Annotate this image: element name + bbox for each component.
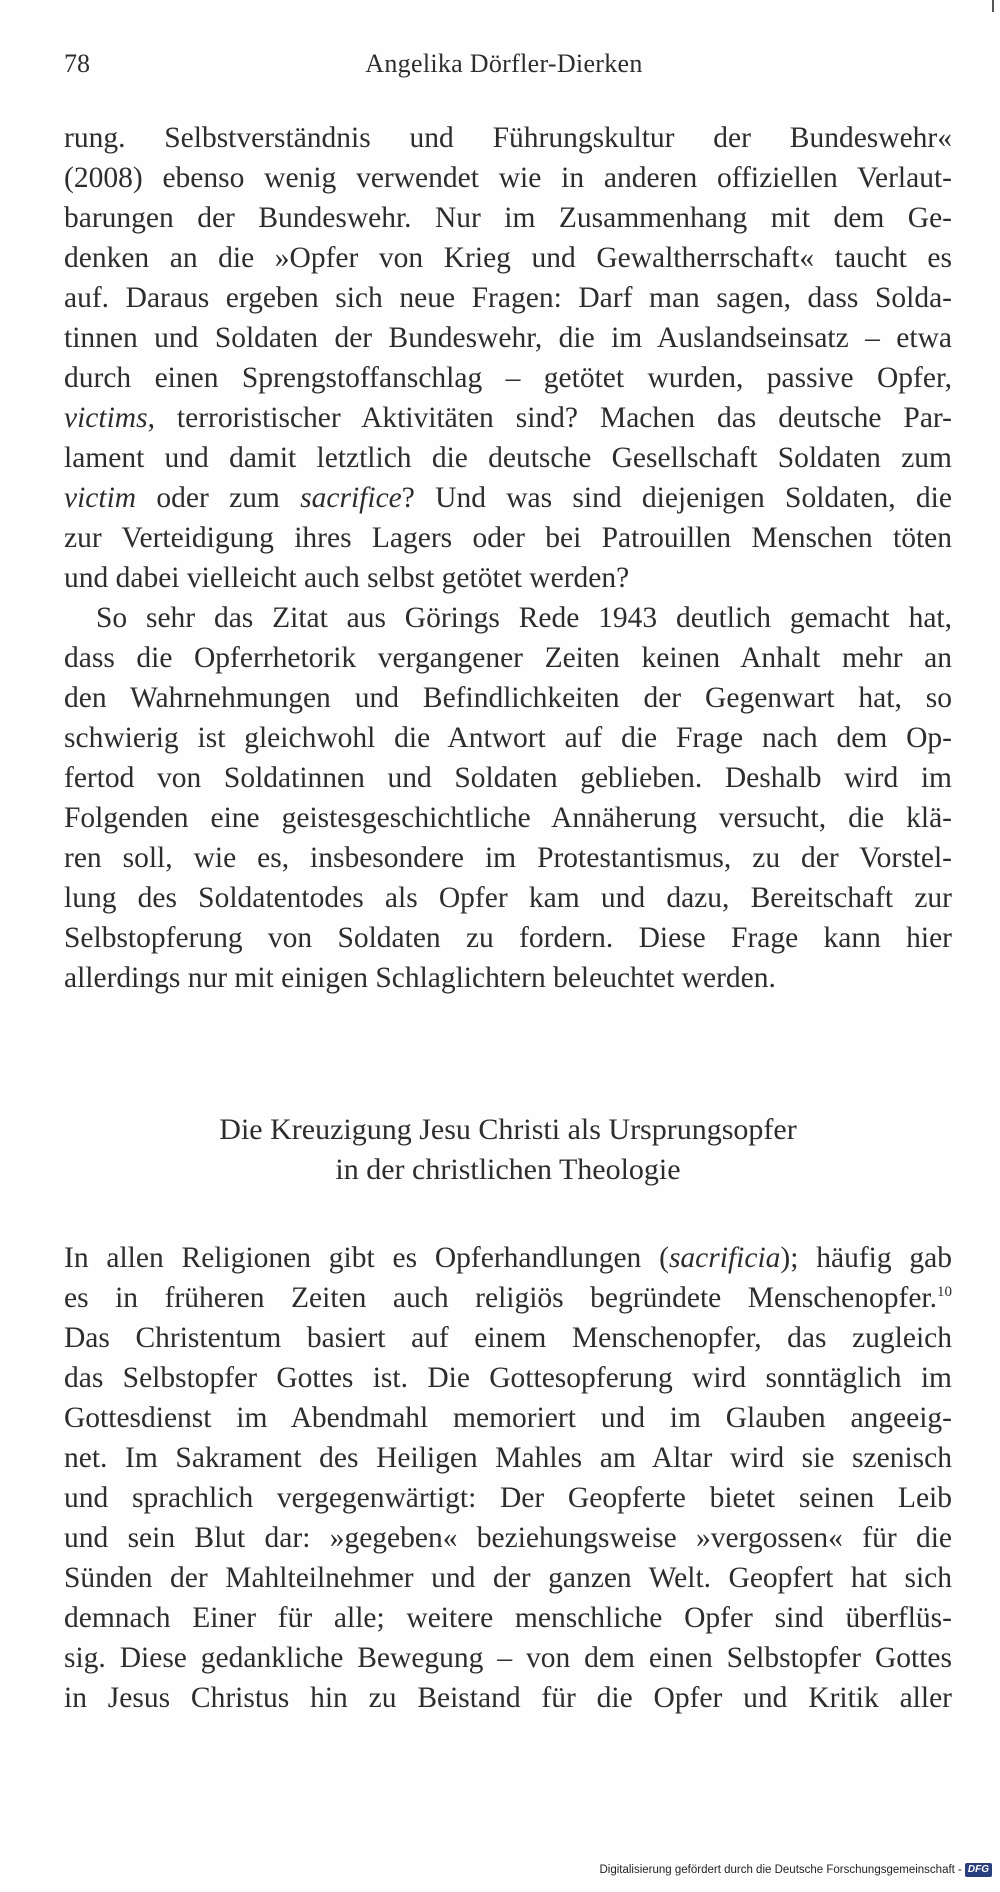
text-line: in Jesus Christus hin zu Beistand für die Opfer und Kritik aller bbox=[64, 1682, 952, 1714]
text-line: Selbstopferung von Soldaten zu fordern. Diese Frage kann hier bbox=[64, 922, 952, 954]
text-line: schwierig ist gleichwohl die Antwort auf die Frage nach dem Op- bbox=[64, 722, 952, 754]
text-line: (2008) ebenso wenig verwendet wie in anderen offiziellen Verlaut- bbox=[64, 162, 952, 194]
dfg-logo-icon: DFG bbox=[965, 1863, 992, 1877]
text-line: und sprachlich vergegenwärtigt: Der Geopferte bietet seinen Leib bbox=[64, 1482, 952, 1514]
text-line bbox=[64, 398, 952, 438]
text-line bbox=[64, 1278, 952, 1318]
paragraph-3 bbox=[64, 1238, 952, 1718]
page-number: 78 bbox=[64, 49, 90, 78]
text-run: es in früheren Zeiten auch religiös begründete Menschenopfer. bbox=[64, 1282, 937, 1314]
text-run: , terroristischer Aktivitäten sind? Machen das deutsche Par- bbox=[147, 402, 952, 434]
section-heading bbox=[64, 1110, 952, 1190]
text-line: das Selbstopfer Gottes ist. Die Gottesopferung wird sonntäglich im bbox=[64, 1362, 952, 1394]
text-line: zur Verteidigung ihres Lagers oder bei Patrouillen Menschen töten bbox=[64, 522, 952, 554]
text-line: rung. Selbstverständnis und Führungskultur der Bundeswehr« bbox=[64, 122, 952, 154]
italic-term-victim: victim bbox=[64, 482, 137, 514]
text-line: lung des Soldatentodes als Opfer kam und dazu, Bereitschaft zur bbox=[64, 882, 952, 914]
running-head-author: Angelika Dörfler-Dierken bbox=[365, 49, 643, 78]
digitization-credit bbox=[599, 1862, 992, 1878]
italic-term-sacrifice: sacrifice bbox=[300, 482, 402, 514]
text-line: Folgenden eine geistesgeschichtliche Annäherung versucht, die klä- bbox=[64, 802, 952, 834]
credit-text: Digitalisierung gefördert durch die Deutsche Forschungsgemeinschaft - bbox=[599, 1864, 962, 1876]
footnote-reference[interactable]: 10 bbox=[937, 1284, 952, 1301]
text-line: allerdings nur mit einigen Schlaglichtern beleuchtet werden. bbox=[64, 962, 776, 994]
text-line bbox=[64, 478, 952, 518]
text-run: ); häufig gab bbox=[780, 1242, 952, 1274]
text-line: denken an die »Opfer von Krieg und Gewaltherrschaft« taucht es bbox=[64, 242, 952, 274]
text-line: lament und damit letztlich die deutsche Gesellschaft Soldaten zum bbox=[64, 442, 952, 474]
text-line: demnach Einer für alle; weitere menschliche Opfer sind überflüs- bbox=[64, 1602, 952, 1634]
text-line: sig. Diese gedankliche Bewegung – von dem einen Selbstopfer Gottes bbox=[64, 1642, 952, 1674]
page-header bbox=[64, 44, 944, 84]
text-line: durch einen Sprengstoffanschlag – getötet wurden, passive Opfer, bbox=[64, 362, 952, 394]
text-line: Das Christentum basiert auf einem Menschenopfer, das zugleich bbox=[64, 1322, 952, 1354]
paragraph-2 bbox=[64, 598, 952, 998]
text-run: oder zum bbox=[136, 482, 301, 514]
text-line: So sehr das Zitat aus Görings Rede 1943 deutlich gemacht hat, bbox=[96, 602, 952, 634]
text-line: auf. Daraus ergeben sich neue Fragen: Darf man sagen, dass Solda- bbox=[64, 282, 952, 314]
text-line: Sünden der Mahlteilnehmer und der ganzen Welt. Geopfert hat sich bbox=[64, 1562, 952, 1594]
text-line: und sein Blut dar: »gegeben« beziehungsweise »vergossen« für die bbox=[64, 1522, 952, 1554]
italic-term-victims: victims bbox=[64, 402, 148, 434]
page-edge-mark bbox=[992, 0, 994, 12]
section-heading-line-2: in der christlichen Theologie bbox=[335, 1153, 681, 1186]
text-line: und dabei vielleicht auch selbst getötet werden? bbox=[64, 562, 630, 594]
text-line: dass die Opferrhetorik vergangener Zeiten keinen Anhalt mehr an bbox=[64, 642, 952, 674]
italic-term-sacrificia: sacrificia bbox=[668, 1242, 781, 1274]
section-heading-line-1: Die Kreuzigung Jesu Christi als Ursprungsopfer bbox=[219, 1113, 797, 1146]
text-line: Gottesdienst im Abendmahl memoriert und im Glauben angeeig- bbox=[64, 1402, 952, 1434]
text-line bbox=[64, 1238, 952, 1278]
paragraph-1 bbox=[64, 118, 952, 598]
text-run: ? Und was sind diejenigen Soldaten, die bbox=[401, 482, 952, 514]
text-line: tinnen und Soldaten der Bundeswehr, die im Auslandseinsatz – etwa bbox=[64, 322, 952, 354]
text-line: ren soll, wie es, insbesondere im Protestantismus, zu der Vorstel- bbox=[64, 842, 952, 874]
text-run: In allen Religionen gibt es Opferhandlungen ( bbox=[64, 1242, 669, 1274]
text-line: fertod von Soldatinnen und Soldaten geblieben. Deshalb wird im bbox=[64, 762, 952, 794]
text-line: den Wahrnehmungen und Befindlichkeiten der Gegenwart hat, so bbox=[64, 682, 952, 714]
text-line: net. Im Sakrament des Heiligen Mahles am Altar wird sie szenisch bbox=[64, 1442, 952, 1474]
text-line: barungen der Bundeswehr. Nur im Zusammenhang mit dem Ge- bbox=[64, 202, 952, 234]
